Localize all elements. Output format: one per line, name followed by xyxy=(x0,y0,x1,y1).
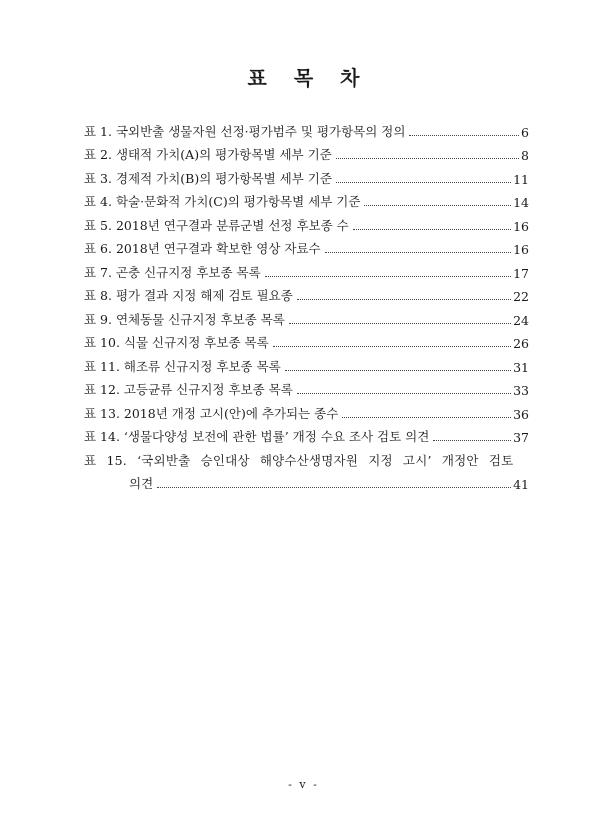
toc-entry[interactable] xyxy=(84,163,529,187)
toc-leader-dots xyxy=(265,276,511,277)
toc-leader-dots xyxy=(336,158,519,159)
toc-entry-page: 31 xyxy=(513,359,529,375)
toc-entry-page: 36 xyxy=(513,406,529,422)
toc-entry-title-line1: 표 15. ‘국외반출 승인대상 해양수산생명자원 지정 고시’ 개정안 검토 xyxy=(84,452,514,468)
toc-entry[interactable] xyxy=(84,187,529,211)
toc-leader-dots xyxy=(342,417,511,418)
toc-entry[interactable] xyxy=(84,281,529,305)
toc-leader-dots xyxy=(297,299,511,300)
toc-entry-page: 17 xyxy=(513,265,529,281)
toc-entry[interactable] xyxy=(84,351,529,375)
toc-entry-title: 표 14. ‘생물다양성 보전에 관한 법률’ 개정 수요 조사 검토 의견 xyxy=(84,429,430,444)
toc-entry-page: 26 xyxy=(513,336,529,351)
toc-entry-page: 6 xyxy=(521,124,529,140)
toc-entry-title: 표 6. 2018년 연구결과 확보한 영상 자료수 xyxy=(84,241,321,256)
toc-entry[interactable] xyxy=(84,398,529,422)
toc-entry[interactable] xyxy=(84,140,529,164)
toc-entry-title: 표 1. 국외반출 생물자원 선정·평가범주 및 평가항목의 정의 xyxy=(84,123,406,139)
toc-leader-dots xyxy=(297,393,511,394)
toc-entry[interactable] xyxy=(84,328,529,352)
toc-entry[interactable] xyxy=(84,422,529,446)
toc-entry[interactable] xyxy=(84,304,529,328)
toc-entry-page: 11 xyxy=(513,171,529,187)
toc-entry-page: 14 xyxy=(513,195,529,210)
toc-entry-title-line2: 의견 xyxy=(129,476,154,491)
toc-entry-page: 16 xyxy=(513,242,529,257)
toc-entry-page: 16 xyxy=(513,218,529,234)
toc-entry[interactable] xyxy=(84,257,529,281)
toc-leader-dots xyxy=(157,487,511,488)
toc-entry-continuation[interactable] xyxy=(84,469,529,493)
toc-leader-dots xyxy=(285,370,511,371)
toc-entry-title: 표 4. 학술·문화적 가치(C)의 평가항목별 세부 기준 xyxy=(84,194,361,209)
toc-entry-title: 표 9. 연체동물 신규지정 후보종 목록 xyxy=(84,311,285,327)
toc-leader-dots xyxy=(273,346,511,347)
toc-entry-title: 표 11. 해조류 신규지정 후보종 목록 xyxy=(84,358,281,374)
toc-entry-title: 표 13. 2018년 개정 고시(안)에 추가되는 종수 xyxy=(84,405,339,421)
toc-leader-dots xyxy=(289,323,511,324)
toc-entry[interactable] xyxy=(84,234,529,258)
toc-entry-page: 24 xyxy=(513,312,529,328)
toc-entry-page: 37 xyxy=(513,430,529,445)
page-title: 표 목 차 xyxy=(247,66,370,90)
toc-entry-page: 22 xyxy=(513,289,529,304)
toc-entry-title: 표 2. 생태적 가치(A)의 평가항목별 세부 기준 xyxy=(84,147,332,162)
toc-entry-title: 표 3. 경제적 가치(B)의 평가항목별 세부 기준 xyxy=(84,170,332,186)
toc-leader-dots xyxy=(364,205,511,206)
toc-entry-multiline[interactable] xyxy=(84,445,529,469)
toc-entry-title: 표 8. 평가 결과 지정 해제 검토 필요종 xyxy=(84,288,293,303)
toc-leader-dots xyxy=(353,229,511,230)
toc-entry-title: 표 7. 곤충 신규지정 후보종 목록 xyxy=(84,264,261,280)
toc-entry-page: 33 xyxy=(513,383,529,398)
toc-leader-dots xyxy=(336,182,511,183)
toc-leader-dots xyxy=(409,135,519,136)
page-number-footer: - v - xyxy=(288,778,319,791)
toc-entry[interactable] xyxy=(84,210,529,234)
toc-entry-page: 41 xyxy=(513,477,529,492)
toc-entry-title: 표 12. 고등균류 신규지정 후보종 목록 xyxy=(84,382,293,397)
toc-leader-dots xyxy=(433,440,511,441)
toc-entry-title: 표 10. 식물 신규지정 후보종 목록 xyxy=(84,335,269,350)
toc-entry[interactable] xyxy=(84,375,529,399)
toc-entry[interactable] xyxy=(84,116,529,140)
toc-entry-page: 8 xyxy=(521,148,529,163)
table-of-contents xyxy=(84,116,529,492)
toc-entry-title: 표 5. 2018년 연구결과 분류군별 선정 후보종 수 xyxy=(84,217,349,233)
toc-leader-dots xyxy=(325,252,511,253)
